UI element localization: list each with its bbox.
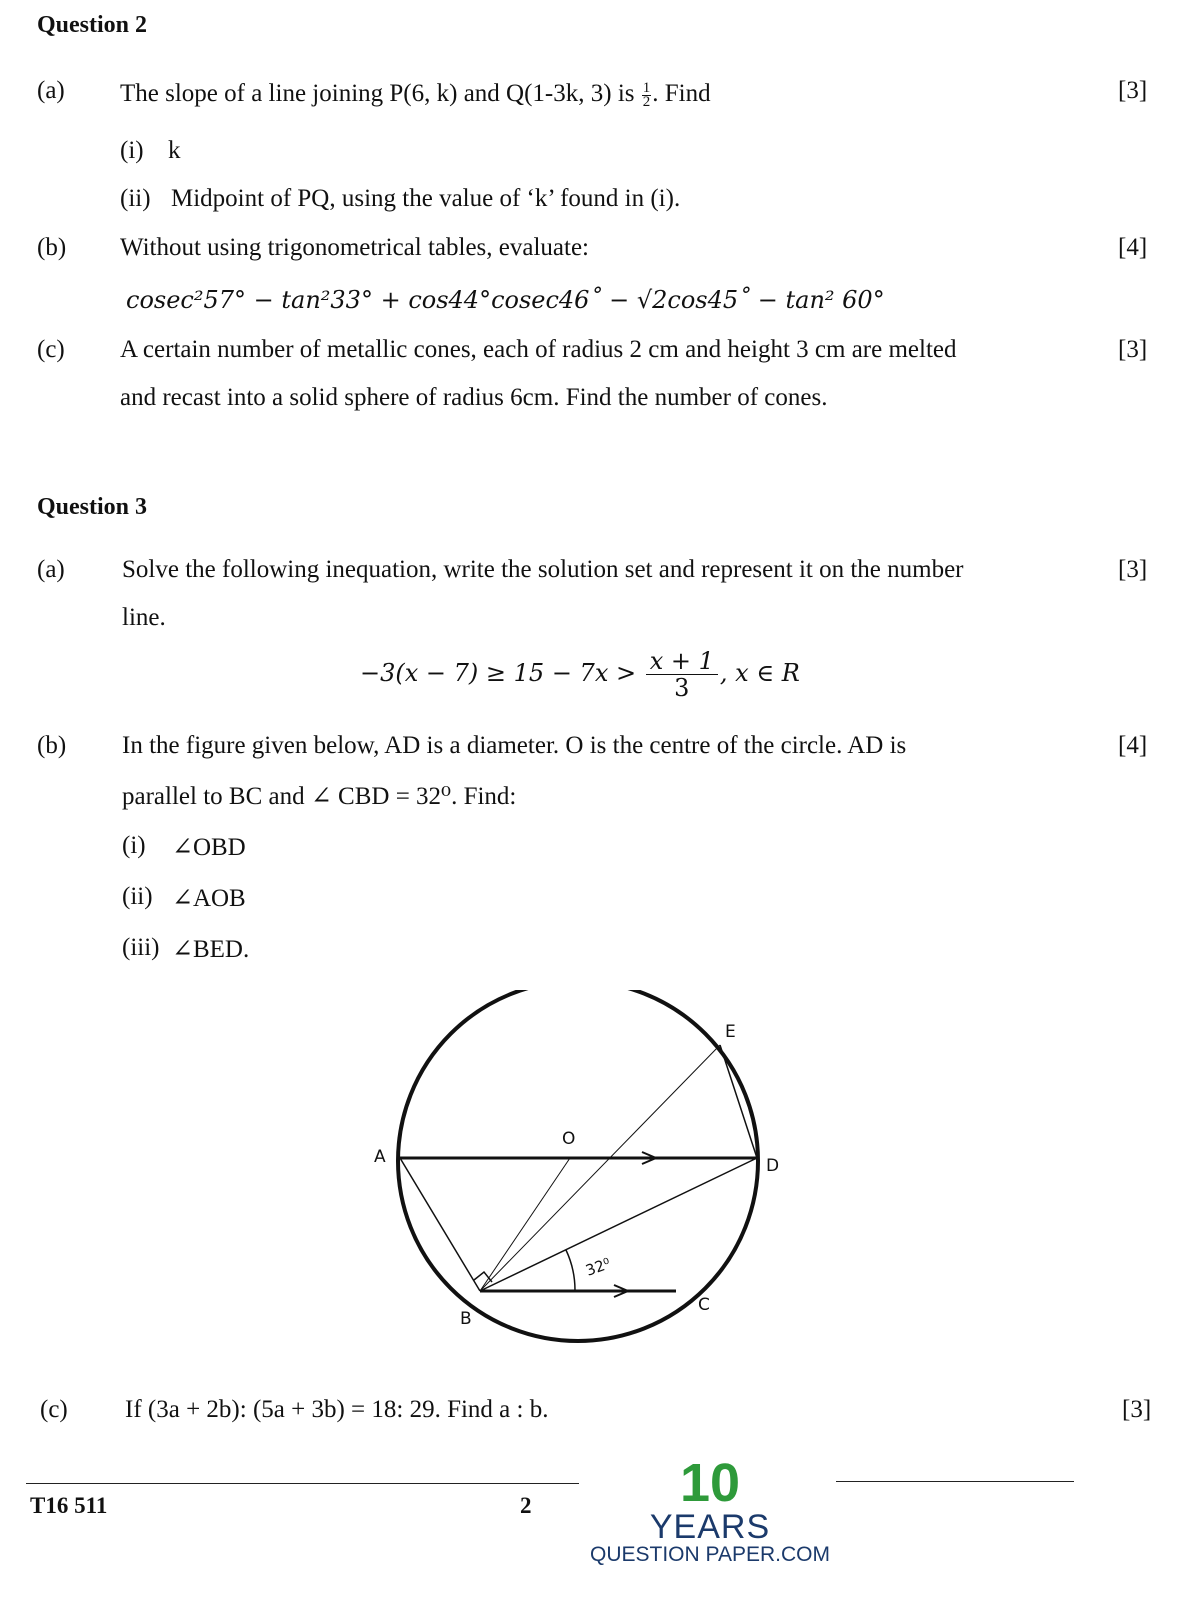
q3b-i-text: ∠OBD [172, 834, 246, 861]
q3-heading: Question 3 [37, 494, 148, 520]
q3a-marks: [3] [1118, 556, 1148, 583]
q2a-ii-label: (ii) [120, 185, 151, 212]
chord-ed [720, 1045, 757, 1158]
q2c-marks: [3] [1118, 336, 1148, 363]
q2b-marks: [4] [1118, 234, 1148, 261]
footer-paper-code: T16 511 [30, 1493, 108, 1518]
q3b-line1: In the figure given below, AD is a diameter. O is the centre of the circle. AD is [122, 732, 907, 759]
point-label-c: C [698, 1295, 710, 1315]
point-label-d: D [766, 1156, 780, 1176]
circle-figure [360, 990, 800, 1360]
point-label-b: B [460, 1309, 472, 1329]
q3a-line2: line. [122, 604, 166, 631]
q2a-marks: [3] [1118, 77, 1148, 104]
q2a-ii-text: Midpoint of PQ, using the value of ‘k’ found in (i). [171, 185, 681, 212]
q3c-marks: [3] [1122, 1396, 1152, 1423]
q2a-frac-num: 1 [642, 79, 651, 96]
q3a-line1: Solve the following inequation, write the solution set and represent it on the number [122, 556, 964, 583]
point-label-o: O [562, 1129, 576, 1149]
q2b-text: Without using trigonometrical tables, evaluate: [120, 234, 590, 261]
q3b-marks: [4] [1118, 732, 1148, 759]
q2c-label: (c) [37, 336, 65, 363]
q3b-label: (b) [37, 732, 67, 759]
q2a-frac-den: 2 [642, 93, 651, 110]
q2a-fraction [642, 79, 652, 110]
circle-outline [398, 990, 758, 1341]
segment-bd [480, 1158, 757, 1291]
q3a-ineq-left: −3(x − 7) ≥ 15 − 7x > [360, 659, 637, 687]
q2a-text-before: The slope of a line joining P(6, k) and Q(1-3k, 3) is [120, 80, 635, 107]
q3c-label: (c) [40, 1396, 68, 1423]
logo-years: YEARS [649, 1508, 771, 1546]
point-label-e: E [725, 1022, 736, 1042]
q2a-i-text: k [168, 137, 181, 164]
q3a-frac-num: x + 1 [646, 648, 718, 675]
logo-number: 10 [679, 1453, 741, 1513]
q2a-label: (a) [37, 77, 65, 104]
q2b-expression: cosec²57° − tan²33° + cos44°cosec46˚ − √2cos45˚ − tan² 60° [126, 286, 885, 314]
q3b-iii-label: (iii) [122, 934, 160, 961]
q2a-i-label: (i) [120, 137, 144, 164]
footer-page-number: 2 [520, 1493, 532, 1518]
chord-ab [400, 1158, 480, 1291]
q2c-line2: and recast into a solid sphere of radius 6cm. Find the number of cones. [120, 384, 828, 411]
q3a-frac-den: 3 [674, 674, 690, 702]
footer-rule-right [836, 1481, 1074, 1482]
q2-heading: Question 2 [37, 12, 148, 38]
angle-label-32: 32⁰ [583, 1254, 613, 1280]
logo-site: QUESTION PAPER.COM [590, 1543, 830, 1566]
q3b-ii-text: ∠AOB [172, 885, 246, 912]
q3b-line2: parallel to BC and ∠ CBD = 32⁰. Find: [122, 783, 517, 810]
q3b-iii-text: ∠BED. [172, 936, 250, 963]
segment-bo [480, 1158, 570, 1291]
q2a-text-after: . Find [652, 80, 711, 107]
point-label-a: A [374, 1147, 386, 1167]
angle-arc-cbd [566, 1250, 575, 1291]
footer-rule-left [26, 1483, 579, 1484]
footer-logo [586, 1453, 834, 1566]
q3a-label: (a) [37, 556, 65, 583]
segment-be [480, 1045, 720, 1291]
q3a-ineq-right: , x ∈ R [719, 659, 800, 687]
q3a-fraction [646, 648, 718, 701]
q2a-text [120, 80, 711, 109]
q3a-inequation [360, 648, 800, 701]
q3b-i-label: (i) [122, 832, 146, 859]
q3b-ii-label: (ii) [122, 883, 153, 910]
q3c-text: If (3a + 2b): (5a + 3b) = 18: 29. Find a : b. [125, 1396, 549, 1423]
q2b-label: (b) [37, 234, 67, 261]
q2c-line1: A certain number of metallic cones, each of radius 2 cm and height 3 cm are melted [120, 336, 957, 363]
